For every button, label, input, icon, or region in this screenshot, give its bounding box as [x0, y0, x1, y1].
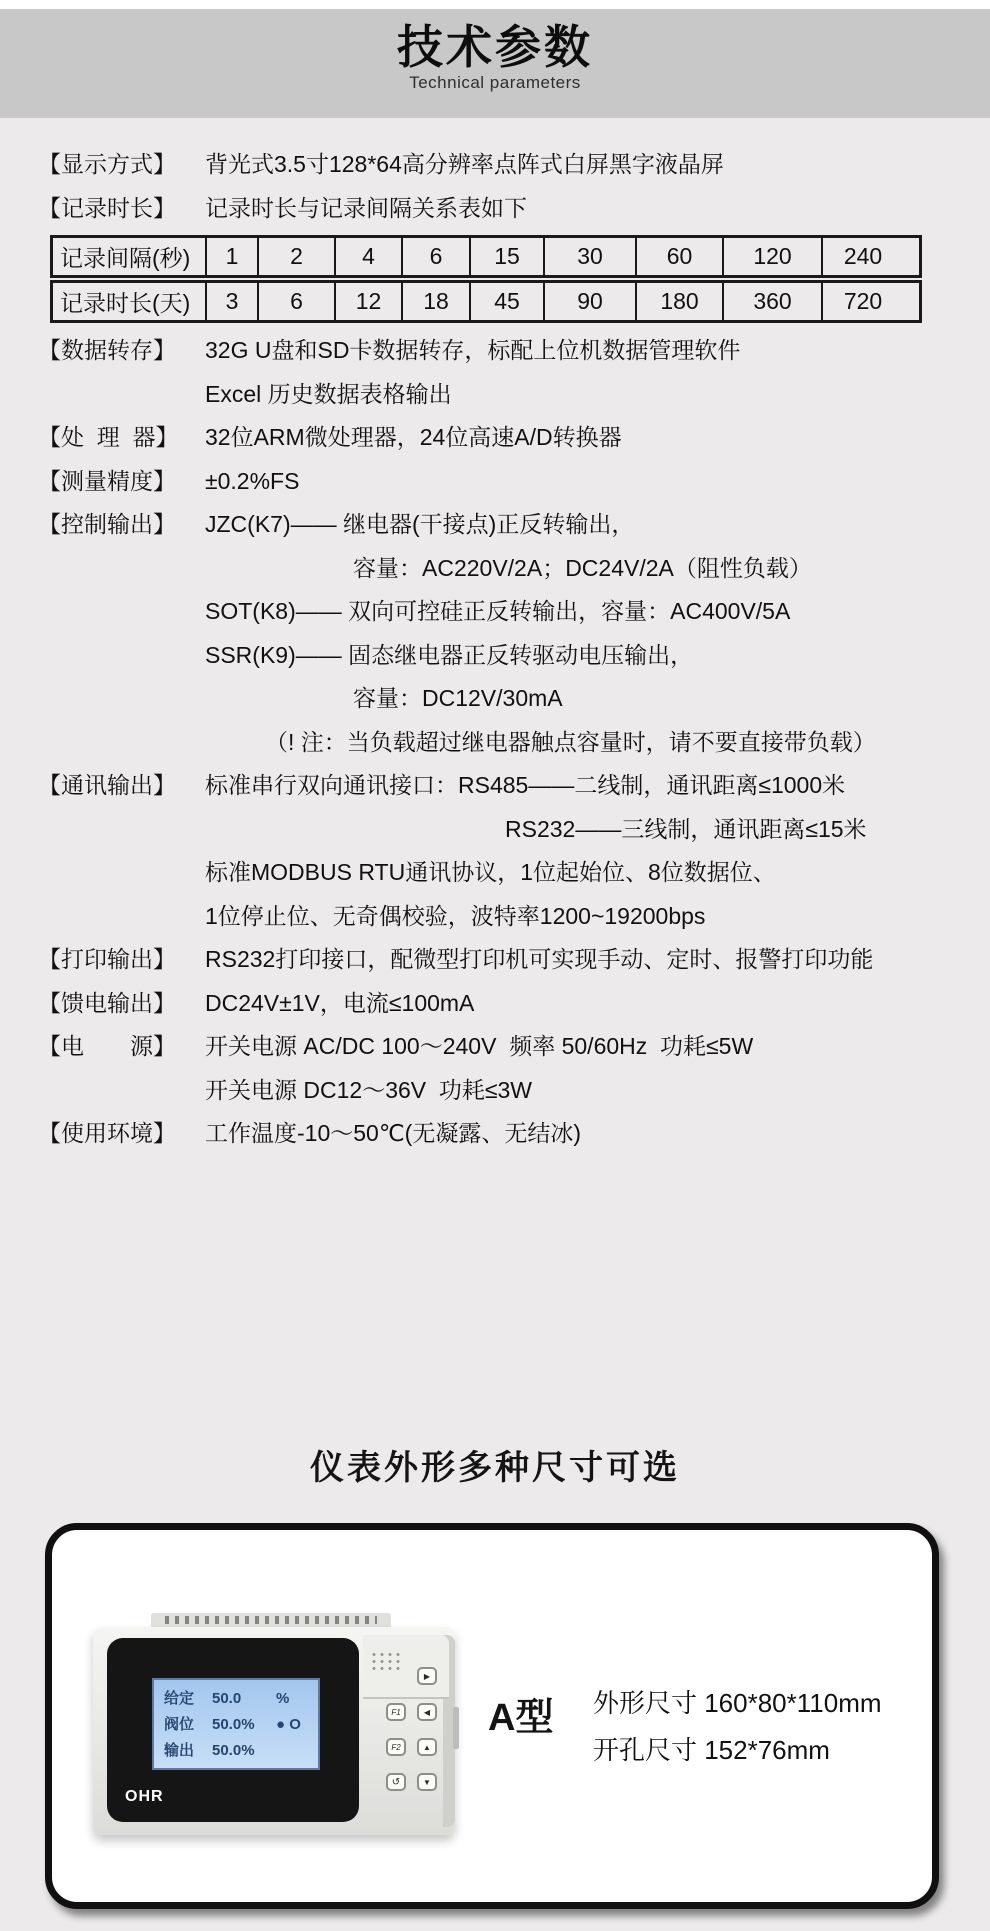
spec-line: ±0.2%FS [205, 467, 300, 494]
device-key-enter-icon: ↺ [386, 1773, 406, 1791]
device-photo [93, 1613, 455, 1835]
table-row-interval [50, 235, 922, 278]
table-header-cell: 记录间隔(秒) [53, 238, 207, 275]
spec-label-display: 【显示方式】 [38, 151, 176, 177]
device-terminal-pins [165, 1616, 377, 1624]
spec-line: 32位ARM微处理器，24位高速A/D转换器 [205, 424, 622, 450]
spec-line: （! 注：当负载超过继电器触点容量时，请不要直接带负载） [265, 728, 876, 755]
table-cell: 15 [471, 238, 545, 275]
spec-line: 背光式3.5寸128*64高分辨率点阵式白屏黑字液晶屏 [205, 151, 724, 177]
spec-row-comm-output [38, 764, 968, 938]
spec-row-data-transfer [38, 329, 968, 416]
table-cell: 720 [843, 288, 883, 314]
spec-line: 开关电源 DC12～36V 功耗≤3W [205, 1076, 533, 1103]
table-cell: 45 [471, 283, 545, 320]
brand-logo: OHR [125, 1788, 164, 1805]
device-speaker-dots [370, 1651, 400, 1671]
spec-row-environment [38, 1112, 968, 1156]
spec-line: 记录时长与记录间隔关系表如下 [205, 194, 527, 221]
spec-line: 工作温度-10～50℃(无凝露、无结冰) [205, 1120, 581, 1146]
lcd-value: 50.0% [212, 1742, 255, 1759]
spec-line: 容量：DC12V/30mA [353, 685, 563, 711]
table-cell: 4 [336, 238, 403, 275]
top-margin-strip [0, 0, 990, 9]
device-lcd-screen [152, 1678, 320, 1770]
spec-label-power: 【电 源】 [38, 1033, 176, 1059]
spec-line: 容量：AC220V/2A；DC24V/2A（阻性负载） [353, 554, 812, 581]
table-cell: 240 [843, 243, 883, 269]
spec-label-processor: 【处 理 器】 [38, 424, 179, 450]
record-interval-table [50, 235, 922, 323]
spec-row-record-duration [38, 187, 968, 231]
lcd-value: 50.0 [212, 1690, 242, 1707]
spec-row-processor [38, 416, 968, 460]
spec-line: 标准MODBUS RTU通讯协议，1位起始位、8位数据位、 [205, 859, 776, 885]
spec-label-print-output: 【打印输出】 [38, 946, 176, 972]
lcd-label: 给定 [164, 1690, 195, 1707]
table-cell: 6 [403, 238, 471, 275]
lcd-row-setpoint [164, 1686, 310, 1712]
table-cell: 360 [724, 283, 823, 320]
spec-line: 32G U盘和SD卡数据转存，标配上位机数据管理软件 [205, 337, 741, 363]
device-front-panel [107, 1638, 359, 1822]
spec-line: JZC(K7)—— 继电器(干接点)正反转输出， [205, 511, 635, 537]
spec-list [38, 143, 968, 1156]
spec-label-comm-output: 【通讯输出】 [38, 772, 176, 798]
lcd-unit: ● O [276, 1716, 301, 1733]
table-cell: 18 [403, 283, 471, 320]
table-cell: 12 [336, 283, 403, 320]
cutout-dimension-line: 开孔尺寸 152*76mm [593, 1735, 830, 1765]
table-cell: 2 [259, 238, 336, 275]
dimension-text [593, 1680, 882, 1774]
table-cell: 30 [545, 238, 637, 275]
table-cell: 60 [637, 238, 724, 275]
spec-row-accuracy [38, 460, 968, 504]
spec-label-environment: 【使用环境】 [38, 1120, 176, 1146]
device-key-f2: F2 [386, 1738, 406, 1756]
page-subtitle: Technical parameters [409, 73, 581, 92]
spec-line: DC24V±1V，电流≤100mA [205, 989, 475, 1016]
device-key-up-icon: ▲ [417, 1738, 437, 1756]
spec-label-feed-output: 【馈电输出】 [38, 989, 176, 1016]
spec-row-display [38, 143, 968, 187]
lcd-label: 阀位 [164, 1716, 195, 1733]
table-cell: 1 [207, 238, 259, 275]
spec-row-power [38, 1025, 968, 1112]
lcd-value: 50.0% [212, 1716, 255, 1733]
spec-line: RS232打印接口，配微型打印机可实现手动、定时、报警打印功能 [205, 946, 874, 972]
device-key-f1: F1 [386, 1703, 406, 1721]
table-row-duration [50, 280, 922, 323]
spec-line: 标准串行双向通讯接口：RS485——二线制，通讯距离≤1000米 [205, 772, 846, 798]
device-key-down-icon: ▼ [417, 1773, 437, 1791]
lcd-label: 输出 [164, 1742, 195, 1759]
lcd-unit [276, 1738, 310, 1764]
spec-label-data-transfer: 【数据转存】 [38, 337, 176, 363]
lcd-unit: % [276, 1690, 290, 1707]
device-mount-clip [453, 1707, 459, 1749]
page-title: 技术参数 [397, 21, 593, 73]
spec-label-record-duration: 【记录时长】 [38, 194, 176, 221]
spec-line: SSR(K9)—— 固态继电器正反转驱动电压输出， [205, 641, 694, 668]
device-body [93, 1627, 455, 1835]
device-key-right-icon: ▶ [417, 1667, 437, 1685]
lcd-row-valve [164, 1712, 310, 1738]
spec-label-control-output: 【控制输出】 [38, 511, 176, 537]
spec-row-print-output [38, 938, 968, 982]
spec-label-accuracy: 【测量精度】 [38, 467, 176, 494]
outer-dimension-line: 外形尺寸 160*80*110mm [593, 1688, 882, 1718]
spec-line: Excel 历史数据表格输出 [205, 380, 452, 407]
lcd-row-output [164, 1738, 310, 1764]
table-cell: 120 [724, 238, 823, 275]
model-label: A型 [488, 1697, 554, 1739]
table-cell: 6 [259, 283, 336, 320]
spec-line: 开关电源 AC/DC 100～240V 频率 50/60Hz 功耗≤5W [205, 1033, 754, 1059]
spec-line: 1位停止位、无奇偶校验，波特率1200~19200bps [205, 902, 706, 929]
spec-line: SOT(K8)—— 双向可控硅正反转输出，容量：AC400V/5A [205, 598, 791, 624]
spec-line: RS232——三线制，通讯距离≤15米 [505, 815, 867, 842]
device-key-left-icon: ◀ [417, 1703, 437, 1721]
outline-card [45, 1523, 939, 1909]
table-cell: 3 [207, 283, 259, 320]
spec-row-control-output [38, 503, 968, 764]
table-cell: 90 [545, 283, 637, 320]
header-banner [0, 9, 990, 118]
table-header-cell: 记录时长(天) [53, 283, 207, 320]
spec-row-feed-output [38, 982, 968, 1026]
table-cell: 180 [637, 283, 724, 320]
outline-section-title: 仪表外形多种尺寸可选 [310, 1449, 680, 1487]
